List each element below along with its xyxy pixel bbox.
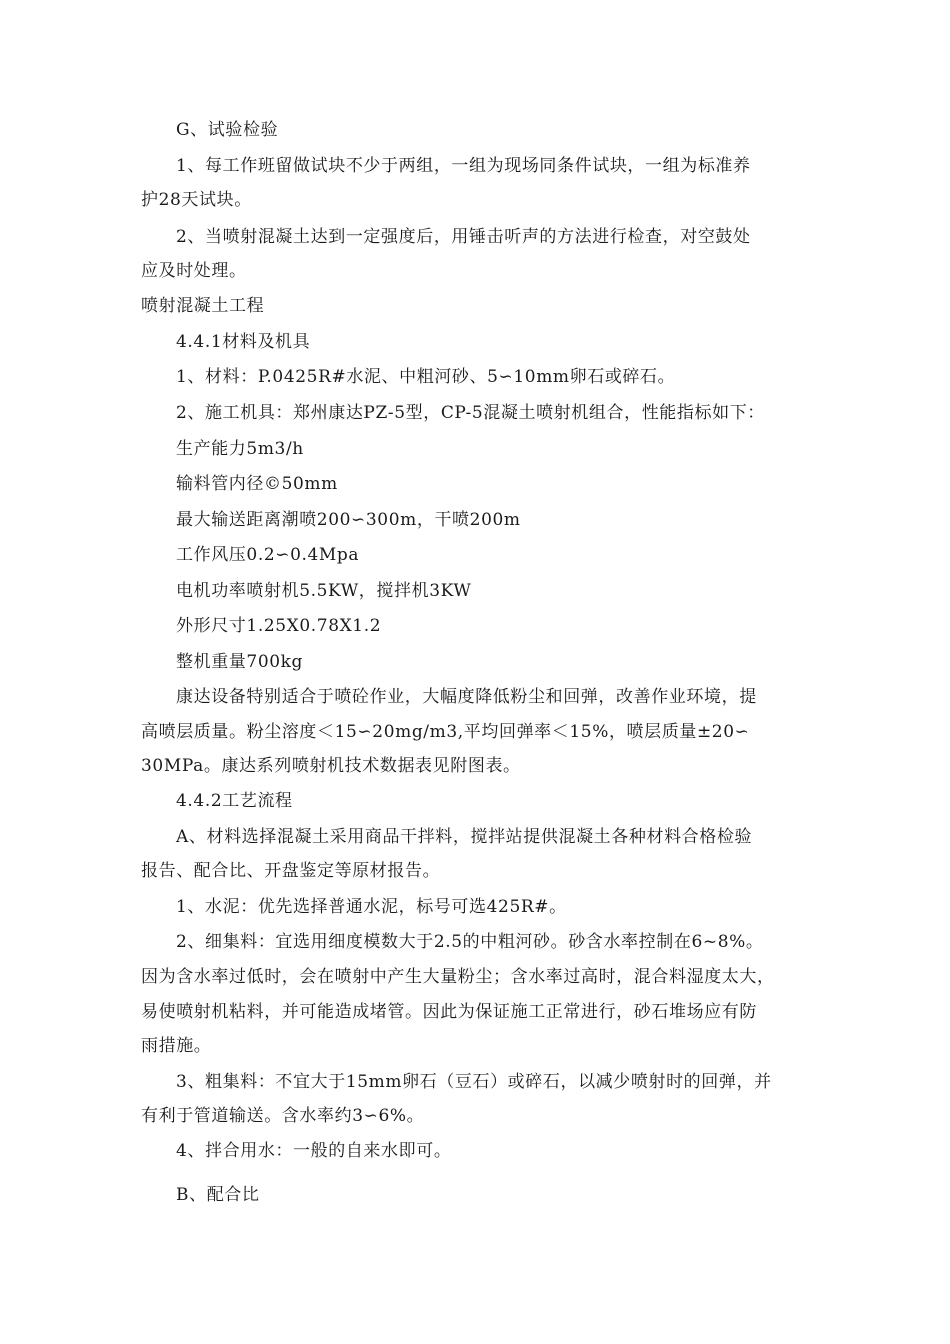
paragraph-line: 2、当喷射混凝土达到一定强度后，用锤击听声的方法进行检查，对空鼓处 [176, 227, 751, 247]
paragraph-line: 1、材料：P.0425R#水泥、中粗河砂、5∽10mm卵石或碎石。 [176, 367, 676, 387]
section-heading-g: G、试验检验 [176, 120, 279, 140]
paragraph-line: 4、拌合用水：一般的自来水即可。 [176, 1141, 452, 1161]
paragraph-line: 1、每工作班留做试块不少于两组，一组为现场同条件试块，一组为标准养 [176, 156, 751, 176]
paragraph-line: 因为含水率过低时，会在喷射中产生大量粉尘；含水率过高时，混合料湿度太大， [141, 967, 775, 987]
spec-line: 电机功率喷射机5.5KW，搅拌机3KW [176, 581, 472, 601]
paragraph-line: 应及时处理。 [141, 261, 247, 281]
paragraph-line: 3、粗集料：不宜大于15mm卵石（豆石）或碎石，以减少喷射时的回弹，并 [176, 1072, 772, 1092]
section-heading-b: B、配合比 [176, 1185, 260, 1205]
paragraph-line: 2、细集料：宜选用细度模数大于2.5的中粗河砂。砂含水率控制在6~8%。 [176, 932, 764, 952]
spec-line: 外形尺寸1.25X0.78X1.2 [176, 616, 382, 636]
subsection-heading: 4.4.2工艺流程 [176, 791, 293, 811]
paragraph-line: 报告、配合比、开盘鉴定等原材报告。 [141, 861, 441, 881]
spec-line: 生产能力5m3/h [176, 439, 304, 459]
paragraph-line: 雨措施。 [141, 1036, 212, 1056]
paragraph-line: 易使喷射机粘料，并可能造成堵管。因此为保证施工正常进行，砂石堆场应有防 [141, 1002, 757, 1022]
spec-line: 整机重量700kg [176, 652, 304, 672]
paragraph-line: 1、水泥：优先选择普通水泥，标号可选425R#。 [176, 897, 567, 917]
paragraph-line: 2、施工机具：郑州康达PZ-5型，CP-5混凝土喷射机组合，性能指标如下： [176, 403, 765, 423]
paragraph-line: 高喷层质量。粉尘溶度＜15∽20mg/m3,平均回弹率＜15%，喷层质量±20∽ [141, 722, 750, 742]
spec-line: 输料管内径©50mm [176, 474, 338, 494]
spec-line: 工作风压0.2∽0.4Mpa [176, 545, 360, 565]
paragraph-line: A、材料选择混凝土采用商品干拌料，搅拌站提供混凝土各种材料合格检验 [176, 827, 753, 847]
paragraph-line: 30MPa。康达系列喷射机技术数据表见附图表。 [141, 756, 521, 776]
subsection-heading: 4.4.1材料及机具 [176, 332, 311, 352]
paragraph-line: 有利于管道输送。含水率约3∽6%。 [141, 1106, 425, 1126]
section-title: 喷射混凝土工程 [141, 296, 265, 316]
paragraph-line: 康达设备特别适合于喷砼作业，大幅度降低粉尘和回弹，改善作业环境，提 [176, 687, 757, 707]
paragraph-line: 护28天试块。 [141, 190, 252, 210]
spec-line: 最大输送距离潮喷200∽300m，干喷200m [176, 510, 521, 530]
